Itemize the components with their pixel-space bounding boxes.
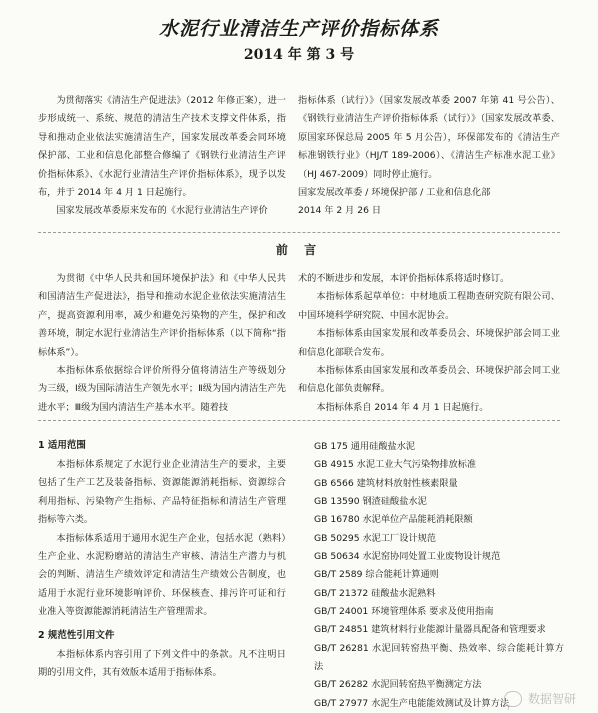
- list-item: GB 16780 水泥单位产品能耗消耗限额: [314, 514, 473, 526]
- notice-signature: 国家发展改革委 / 环境保护部 / 工业和信息化部: [298, 187, 491, 199]
- preface-paragraph: 本指标体系自 2014 年 4 月 1 日起施行。: [316, 401, 489, 413]
- preface-left-column: [38, 270, 286, 417]
- list-item: GB/T 27977 水泥生产电能能效测试及计算方法: [314, 697, 510, 709]
- list-item: GB/T 26281 水泥回转窑热平衡、热效率、综合能耗计算方法: [314, 642, 564, 673]
- section-title-references: 2 规范性引用文件: [38, 629, 115, 641]
- list-item: GB/T 26282 水泥回转窑热平衡测定方法: [314, 679, 482, 691]
- list-item: GB/T 24001 环境管理体系 要求及使用指南: [314, 606, 494, 618]
- preface-paragraph: 本指标体系起草单位：中材地质工程勘查研究院有限公司、中国环境科学研究院、中国水泥协会。: [298, 291, 560, 321]
- section-title-scope: 1 适用范围: [38, 440, 86, 451]
- preface-paragraph: 本指标体系由国家发展和改革委员会、环境保护部会同工业和信息化部负责解释。: [298, 365, 560, 395]
- issue-number: 2014 年 第 3 号: [243, 47, 355, 63]
- body-left-column: [38, 436, 286, 682]
- list-item: GB/T 2589 综合能耗计算通则: [314, 569, 439, 581]
- preface-heading: 前 言: [275, 243, 323, 257]
- notice-paragraph: 指标体系（试行）》（国家发展改革委 2007 年第 41 号公告）、《钢铁行业清洁生产评价指标体系（试行）》（国家发展改革委、原国家环保总局 2005 年 5 月公告），环保部发布的《清洁生产标准钢铁行业》（HJ/T 189-2006）、《清洁生产标准水泥工业》（HJ 467-2009）同时停止施行。: [298, 95, 560, 180]
- preface-right-column: [298, 270, 560, 417]
- preface-paragraph: 本指标体系依据综合评价所得分值将清洁生产等级划分为三级，Ⅰ级为国际清洁生产领先水平；Ⅱ级为国内清洁生产先进水平；Ⅲ级为国内清洁生产基本水平。随着技: [38, 365, 286, 413]
- notice-paragraph: 国家发展改革委原来发布的《水泥行业清洁生产评价: [56, 205, 268, 217]
- preface-paragraph: 为贯彻《中华人民共和国环境保护法》和《中华人民共和国清洁生产促进法》，指导和推动水泥企业依法实施清洁生产，提高资源利用率，减少和避免污染物的产生，保护和改善环境，制定水泥行业清洁生产评价指标体系（以下简称“指标体系”）。: [38, 273, 286, 358]
- notice-left-column: [38, 92, 286, 221]
- notice-right-column: [298, 92, 560, 221]
- watermark-text: 数据智研: [527, 692, 576, 706]
- preface-paragraph: 术的不断进步和发展，本评价指标体系将适时修订。: [298, 273, 510, 284]
- chat-bubble-icon: [504, 691, 522, 707]
- list-item: GB 50295 水泥工厂设计规范: [314, 532, 436, 544]
- list-item: GB 6566 建筑材料放射性核素限量: [314, 477, 458, 489]
- list-item: GB/T 24851 建筑材料行业能源计量器具配备和管理要求: [314, 624, 546, 636]
- notice-paragraph: 为贯彻落实《清洁生产促进法》（2012 年修正案），进一步形成统一、系统、规范的清洁生产技术支撑文件体系，指导和推动企业依法实施清洁生产，国家发展改革委会同环境保护部、工业和信息化部整合修编了《钢铁行业清洁生产评价指标体系》、《水泥行业清洁生产评价指标体系》，现予以发布，并于 2014 年 4 月 1 日起施行。: [38, 95, 286, 199]
- document-title: 水泥行业清洁生产评价指标体系: [158, 18, 439, 40]
- list-item: GB 175 通用硅酸盐水泥: [314, 441, 416, 452]
- list-item: GB 4915 水泥工业大气污染物排放标准: [314, 459, 477, 471]
- standards-list: [314, 438, 564, 713]
- body-paragraph: 本指标体系适用于通用水泥生产企业，包括水泥（熟料）生产企业、水泥粉磨站的清洁生产审核、清洁生产潜力与机会的判断、清洁生产绩效评定和清洁生产绩效公告制度，也适用于水泥行业环境影响评价、环保核查、排污许可证和行业准入等资源能源消耗清洁生产管理需求。: [38, 532, 286, 618]
- body-paragraph: 本指标体系内容引用了下列文件中的条款。凡不注明日期的引用文件，其有效版本适用于指标体系。: [38, 648, 286, 679]
- body-paragraph: 本指标体系规定了水泥行业企业清洁生产的要求，主要包括了生产工艺及装备指标、资源能源消耗指标、资源综合利用指标、污染物产生指标、产品特征指标和清洁生产管理指标等六类。: [38, 459, 286, 526]
- list-item: GB 13590 钢渣硅酸盐水泥: [314, 496, 427, 508]
- notice-date: 2014 年 2 月 26 日: [298, 205, 382, 217]
- preface-paragraph: 本指标体系由国家发展和改革委员会、环境保护部会同工业和信息化部联合发布。: [298, 328, 560, 358]
- section-divider: [38, 232, 560, 233]
- section-divider: [38, 420, 560, 421]
- watermark: [504, 690, 576, 707]
- list-item: GB 50634 水泥窑协同处置工业废物设计规范: [314, 551, 501, 563]
- list-item: GB/T 21372 硅酸盐水泥熟料: [314, 587, 436, 599]
